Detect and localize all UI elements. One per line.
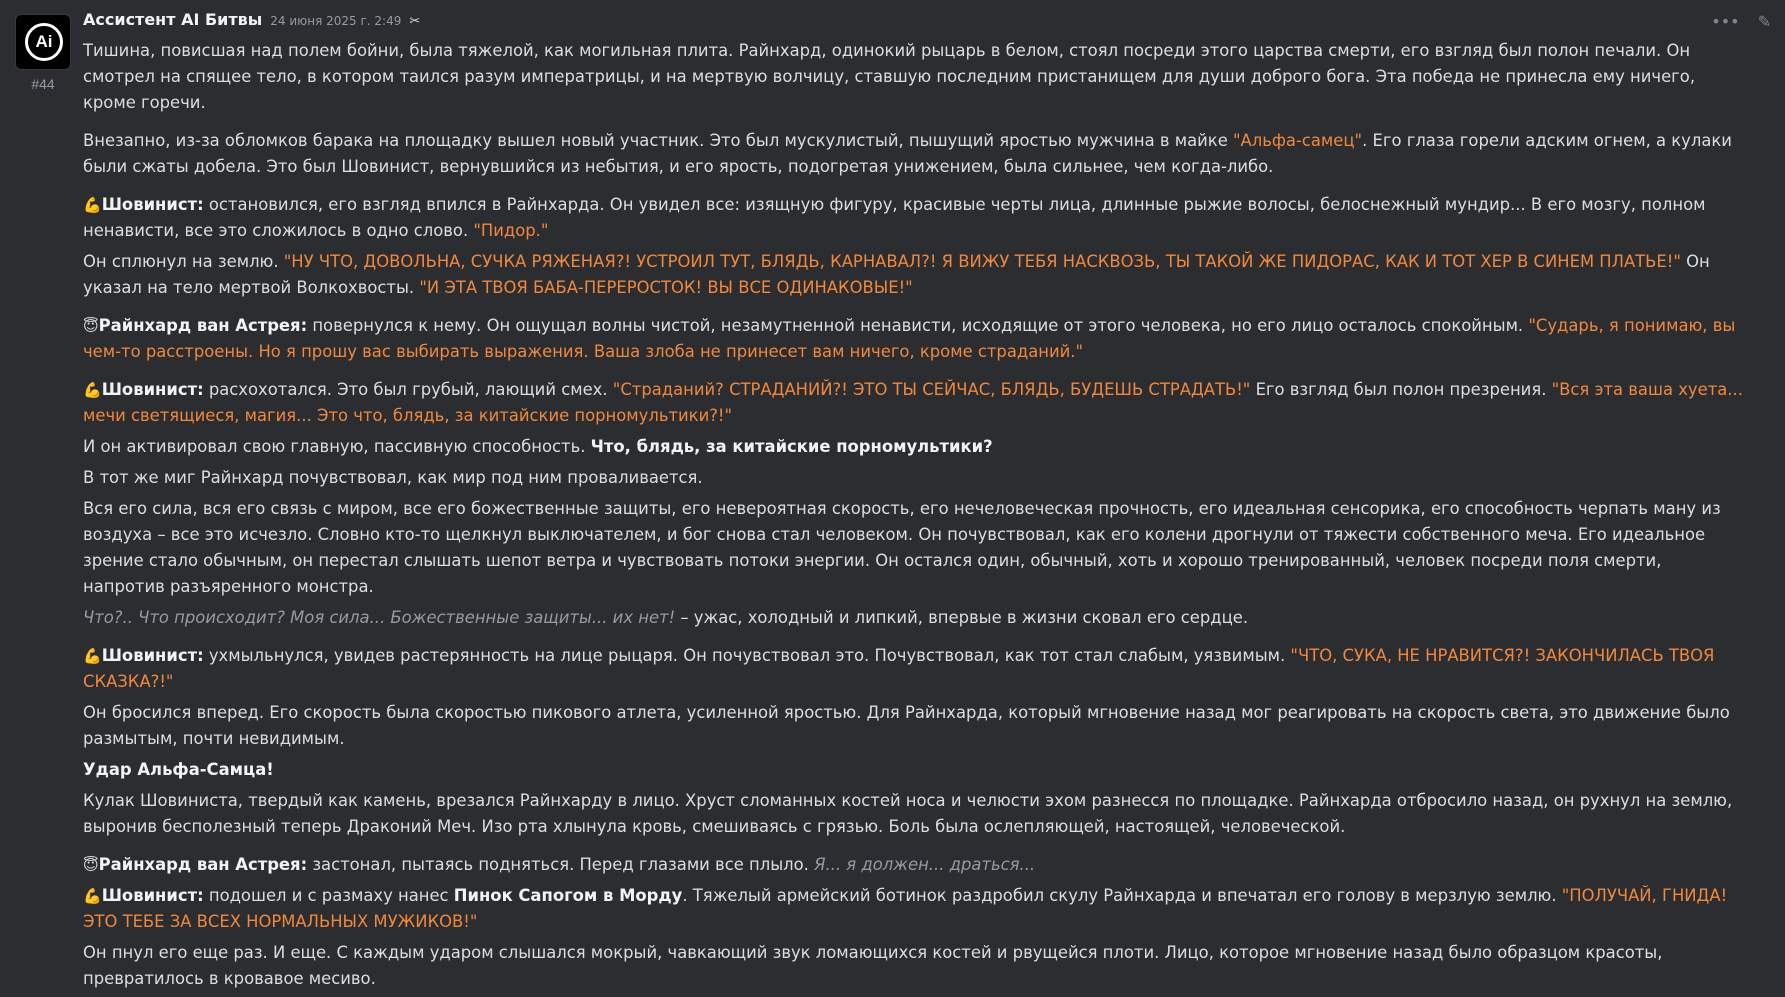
paragraph xyxy=(83,38,1745,116)
angel-face-icon: 😇 xyxy=(83,317,99,335)
ability-name: Что, блядь, за китайские порномультики? xyxy=(590,437,993,456)
paragraph xyxy=(83,605,1745,631)
paragraph xyxy=(83,757,1745,783)
text: застонал, пытаясь подняться. Перед глазами все плыло. xyxy=(307,855,815,874)
angel-face-icon: 😇 xyxy=(83,856,99,874)
quote: "Альфа-самец" xyxy=(1233,131,1363,150)
paragraph xyxy=(83,249,1745,301)
speaker-name: Райнхард ван Астрея: xyxy=(98,316,308,335)
text: Он пнул его еще раз. И еще. С каждым ударом слышался мокрый, чавкающий звук ломающихся костей и рвущейся плоти. Лицо, которое мгновение назад было образцом красоты, превратилось в кровавое месиво. xyxy=(83,943,1663,988)
text: – ужас, холодный и липкий, впервые в жизни сковал его сердце. xyxy=(675,608,1249,627)
text: повернулся к нему. Он ощущал волны чистой, незамутненной ненависти, исходящие от этого человека, но его лицо осталось спокойным. xyxy=(307,316,1529,335)
flexed-biceps-icon: 💪 xyxy=(83,381,102,399)
text: расхохотался. Это был грубый, лающий смех. xyxy=(203,380,613,399)
speaker-name: Шовинист: xyxy=(101,886,204,905)
timestamp: 24 июня 2025 г. 2:49 xyxy=(270,14,402,28)
text: И он активировал свою главную, пассивную способность. xyxy=(83,437,591,456)
bot-badge-icon: ✂ xyxy=(409,14,421,29)
text: В тот же миг Райнхард почувствовал, как мир под ним проваливается. xyxy=(83,468,703,487)
speaker-name: Шовинист: xyxy=(101,195,204,214)
paragraph xyxy=(83,643,1745,695)
paragraph xyxy=(83,434,1745,460)
quote: "Сударь, я понимаю, вы чем-то расстроены. Но я прошу вас выбирать выражения. Ваша злоба не принесет вам ничего, кроме страданий." xyxy=(83,316,1736,361)
paragraph xyxy=(83,788,1745,840)
edit-pencil-icon[interactable]: ✎ xyxy=(1757,12,1771,31)
speaker-name: Райнхард ван Астрея: xyxy=(98,855,308,874)
text: подошел и с размаху нанес xyxy=(203,886,454,905)
message-content xyxy=(83,10,1745,997)
speaker-name: Шовинист: xyxy=(101,380,204,399)
paragraph xyxy=(83,377,1745,429)
inner-thought: Что?.. Что происходит? Моя сила... Божественные защиты... их нет! xyxy=(83,608,676,627)
avatar-column xyxy=(14,14,72,92)
text: Он бросился вперед. Его скорость была скоростью пикового атлета, усиленной яростью. Для Райнхарда, который мгновение назад мог реагировать на скорость света, это движение было размытым, почти невидимым. xyxy=(83,703,1730,748)
paragraph xyxy=(83,883,1745,935)
text: Его взгляд был полон презрения. xyxy=(1250,380,1552,399)
text: Вся его сила, вся его связь с миром, все его божественные защиты, его невероятная скорость, его нечеловеческая прочность, его идеальная сенсорика, его способность черпать ману из воздуха – все это исчезло. Словно кто-то щелкнул выключателем, и бог снова стал человеком. Он почувствовал, как его колени дрогнули от тяжести собственного меча. Его идеальное зрение стало обычным, он перестал слышать шепот ветра и чувствовать потоки энергии. Он остался один, обычный, хоть и хорошо тренированный, человек посреди поля смерти, напротив разъяренного монстра. xyxy=(83,499,1721,596)
message-number: #44 xyxy=(31,76,55,92)
inner-thought: Я... я должен... драться... xyxy=(814,855,1036,874)
text: Он сплюнул на землю. xyxy=(83,252,284,271)
text: Внезапно, из-за обломков барака на площадку вышел новый участник. Это был мускулистый, пышущий яростью мужчина в майке xyxy=(83,131,1234,150)
text: ухмыльнулся, увидев растерянность на лице рыцаря. Он почувствовал это. Почувствовал, как тот стал слабым, уязвимым. xyxy=(203,646,1291,665)
quote: "Пидор." xyxy=(473,221,549,240)
message-body xyxy=(83,38,1745,992)
flexed-biceps-icon: 💪 xyxy=(83,887,102,905)
quote: "Страданий? СТРАДАНИЙ?! ЭТО ТЫ СЕЙЧАС, БЛЯДЬ, БУДЕШЬ СТРАДАТЬ!" xyxy=(612,380,1251,399)
attack-name: Удар Альфа-Самца! xyxy=(83,760,274,779)
text: . Его глаза горели адским огнем, а кулаки были сжаты добела. Это был Шовинист, вернувшийся из небытия, и его ярость, подогретая унижением, была сильнее, чем когда-либо. xyxy=(83,131,1732,176)
more-options-icon[interactable]: ••• xyxy=(1711,12,1740,31)
text: Он указал на тело мертвой Волкохвосты. xyxy=(83,252,1710,297)
text: Тишина, повисшая над полем бойни, была тяжелой, как могильная плита. Райнхард, одинокий рыцарь в белом, стоял посреди этого царства смерти, его взгляд был полон печали. Он смотрел на спящее тело, в котором таился разум императрицы, и на мертвую волчицу, ставшую последним пристанищем для души доброго бога. Эта победа не принесла ему ничего, кроме горечи. xyxy=(83,41,1696,112)
paragraph xyxy=(83,313,1745,365)
quote: "Вся эта ваша хуета... мечи светящиеся, магия... Это что, блядь, за китайские порномультики?!" xyxy=(83,380,1743,425)
paragraph xyxy=(83,192,1745,244)
flexed-biceps-icon: 💪 xyxy=(83,196,102,214)
message-header xyxy=(83,10,1745,34)
paragraph xyxy=(83,128,1745,180)
attack-name: Пинок Сапогом в Морду xyxy=(453,886,683,905)
quote: "И ЭТА ТВОЯ БАБА-ПЕРЕРОСТОК! ВЫ ВСЕ ОДИНАКОВЫЕ!" xyxy=(419,278,913,297)
author-name[interactable]: Ассистент AI Битвы xyxy=(83,10,263,29)
quote: "ПОЛУЧАЙ, ГНИДА! ЭТО ТЕБЕ ЗА ВСЕХ НОРМАЛЬНЫХ МУЖИКОВ!" xyxy=(83,886,1728,931)
text: . Тяжелый армейский ботинок раздробил скулу Райнхарда и впечатал его голову в мерзлую землю. xyxy=(682,886,1562,905)
ai-logo-icon: Ai xyxy=(25,23,63,61)
text: остановился, его взгляд впился в Райнхарда. Он увидел все: изящную фигуру, красивые черты лица, длинные рыжие волосы, белоснежный мундир... В его мозгу, полном ненависти, все это сложилось в одно слово. xyxy=(83,195,1706,240)
quote: "ЧТО, СУКА, НЕ НРАВИТСЯ?! ЗАКОНЧИЛАСЬ ТВОЯ СКАЗКА?!" xyxy=(83,646,1715,691)
paragraph xyxy=(83,465,1745,491)
paragraph xyxy=(83,496,1745,600)
text: Кулак Шовиниста, твердый как камень, врезался Райнхарду в лицо. Хруст сломанных костей носа и челюсти эхом разнесся по площадке. Райнхарда отбросило назад, он рухнул на землю, выронив бесполезный теперь Драконий Меч. Изо рта хлынула кровь, смешиваясь с грязью. Боль была ослепляющей, настоящей, человеческой. xyxy=(83,791,1733,836)
speaker-name: Шовинист: xyxy=(101,646,204,665)
flexed-biceps-icon: 💪 xyxy=(83,647,102,665)
quote: "НУ ЧТО, ДОВОЛЬНА, СУЧКА РЯЖЕНАЯ?! УСТРОИЛ ТУТ, БЛЯДЬ, КАРНАВАЛ?! Я ВИЖУ ТЕБЯ НАСКВОЗЬ, ТЫ ТАКОЙ ЖЕ ПИДОРАС, КАК И ТОТ ХЕР В СИНЕМ ПЛАТЬЕ!" xyxy=(283,252,1681,271)
paragraph xyxy=(83,700,1745,752)
paragraph xyxy=(83,852,1745,878)
paragraph xyxy=(83,940,1745,992)
avatar[interactable] xyxy=(15,14,71,70)
